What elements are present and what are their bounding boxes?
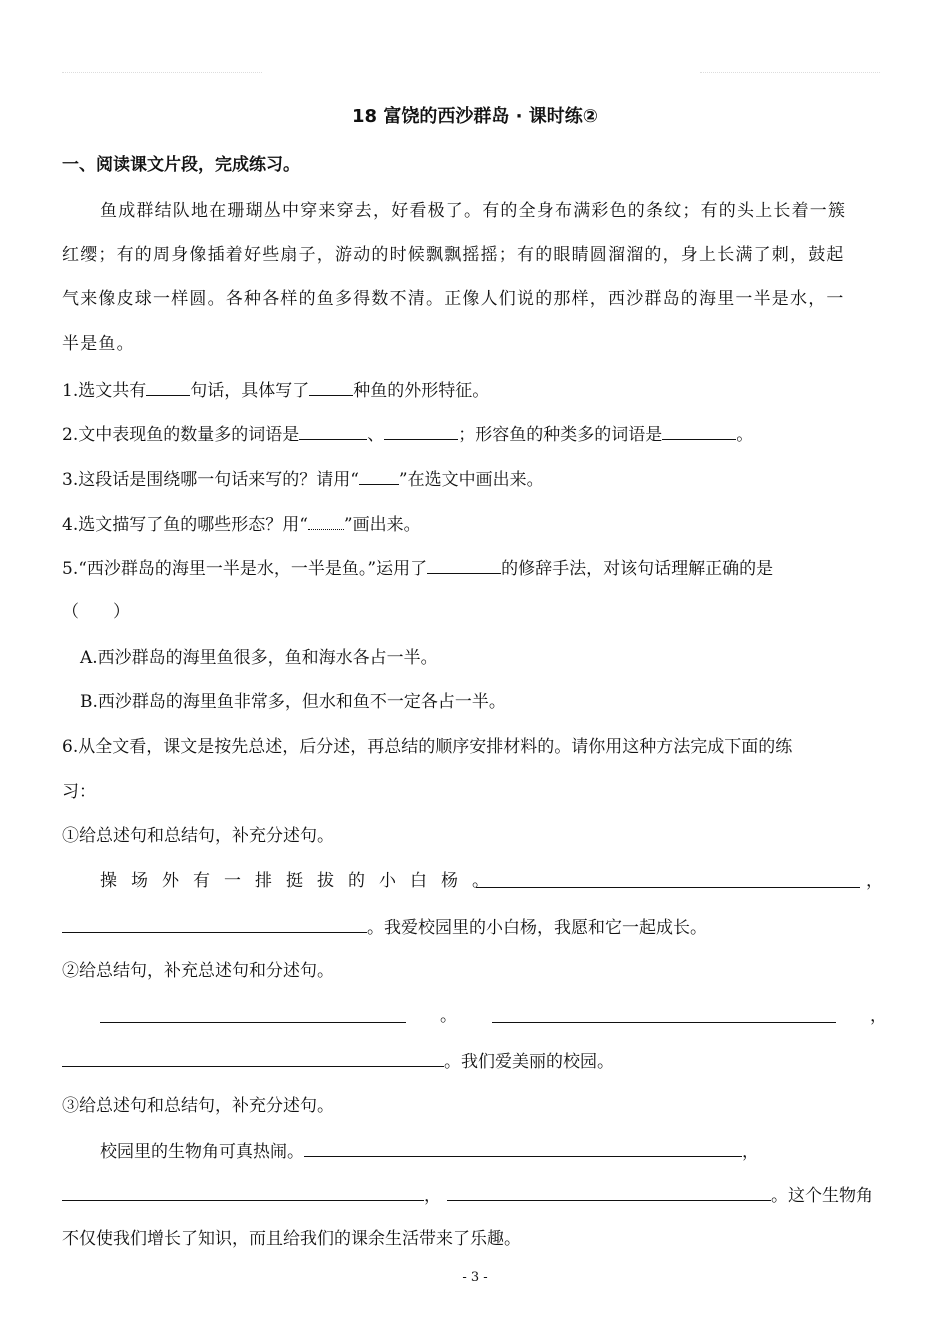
q1-blank-kinds[interactable] bbox=[309, 377, 353, 396]
sub-3-blank-2[interactable] bbox=[62, 1182, 424, 1201]
page-title: 18 富饶的西沙群岛 · 课时练② bbox=[352, 106, 598, 127]
question-6-line-1: 6.从全文看，课文是按先总述，后分述，再总结的顺序安排材料的。请你用这种方法完成下面的练 bbox=[62, 737, 793, 757]
page-number: - 3 - bbox=[462, 1270, 488, 1285]
question-4: 4.选文描写了鱼的哪些形态？用“ ”画出来。 bbox=[62, 511, 888, 537]
question-2: 2.文中表现鱼的数量多的词语是 、 ；形容鱼的种类多的词语是 。 bbox=[62, 421, 888, 447]
q5-answer-paren[interactable]: （ ） bbox=[62, 602, 130, 622]
q3-underline-sample bbox=[359, 466, 399, 485]
sub-2-blank-detail-1[interactable] bbox=[492, 1004, 836, 1023]
sub-1-line-1: 操场外有一排挺拔的小白杨。 ， bbox=[100, 871, 883, 891]
passage-line-1: 鱼成群结队地在珊瑚丛中穿来穿去，好看极了。有的全身布满彩色的条纹；有的头上长着一簇 bbox=[100, 201, 847, 221]
q5-blank-rhetoric[interactable] bbox=[427, 555, 501, 574]
sub-2-label: ②给总结句，补充总述句和分述句。 bbox=[62, 961, 334, 981]
passage-line-3: 气来像皮球一样圆。各种各样的鱼多得数不清。正像人们说的那样，西沙群岛的海里一半是水，一 bbox=[62, 289, 845, 309]
question-3: 3.这段话是围绕哪一句话来写的？请用“ ”在选文中画出来。 bbox=[62, 466, 888, 492]
scan-mark-right bbox=[700, 72, 880, 75]
option-b[interactable]: B.西沙群岛的海里鱼非常多，但水和鱼不一定各占一半。 bbox=[80, 692, 506, 712]
sub-2-blank-summary[interactable] bbox=[100, 1004, 406, 1023]
question-5: 5.“西沙群岛的海里一半是水，一半是鱼。”运用了 的修辞手法，对该句话理解正确的是 bbox=[62, 555, 888, 581]
question-1: 1.选文共有 句话，具体写了 种鱼的外形特征。 bbox=[62, 377, 888, 403]
section-heading: 一、阅读课文片段，完成练习。 bbox=[62, 155, 300, 175]
sub-2-blank-detail-2[interactable] bbox=[62, 1048, 444, 1067]
sub-3-blank-3[interactable] bbox=[447, 1182, 771, 1201]
sub-1-line-2: 。我爱校园里的小白杨，我愿和它一起成长。 bbox=[62, 914, 888, 940]
sub-3-line-3: 不仅使我们增长了知识，而且给我们的课余生活带来了乐趣。 bbox=[62, 1229, 521, 1249]
sub-3-label: ③给总述句和总结句，补充分述句。 bbox=[62, 1096, 334, 1116]
scan-mark-left bbox=[62, 72, 262, 75]
sub-3-line-2: ， 。这个生物角 bbox=[62, 1182, 888, 1208]
q4-wavy-line-sample bbox=[308, 511, 344, 530]
sub-2-line-2: 。我们爱美丽的校园。 bbox=[62, 1048, 888, 1074]
sub-1-label: ①给总述句和总结句，补充分述句。 bbox=[62, 826, 334, 846]
q2-blank-3[interactable] bbox=[662, 421, 736, 440]
sub-1-blank-1[interactable] bbox=[476, 869, 860, 888]
q2-blank-2[interactable] bbox=[384, 421, 458, 440]
sub-3-line-1: 校园里的生物角可真热闹。 ， bbox=[100, 1138, 888, 1164]
question-6-line-2: 习： bbox=[62, 782, 96, 802]
passage-line-4: 半是鱼。 bbox=[62, 334, 135, 354]
passage-line-2: 红缨；有的周身像插着好些扇子，游动的时候飘飘摇摇；有的眼睛圆溜溜的，身上长满了刺，鼓起 bbox=[62, 245, 845, 265]
option-a[interactable]: A.西沙群岛的海里鱼很多，鱼和海水各占一半。 bbox=[80, 648, 438, 668]
q1-blank-sentences[interactable] bbox=[146, 377, 190, 396]
sub-3-blank-1[interactable] bbox=[304, 1138, 742, 1157]
q2-blank-1[interactable] bbox=[299, 421, 367, 440]
sub-1-blank-2[interactable] bbox=[62, 914, 367, 933]
